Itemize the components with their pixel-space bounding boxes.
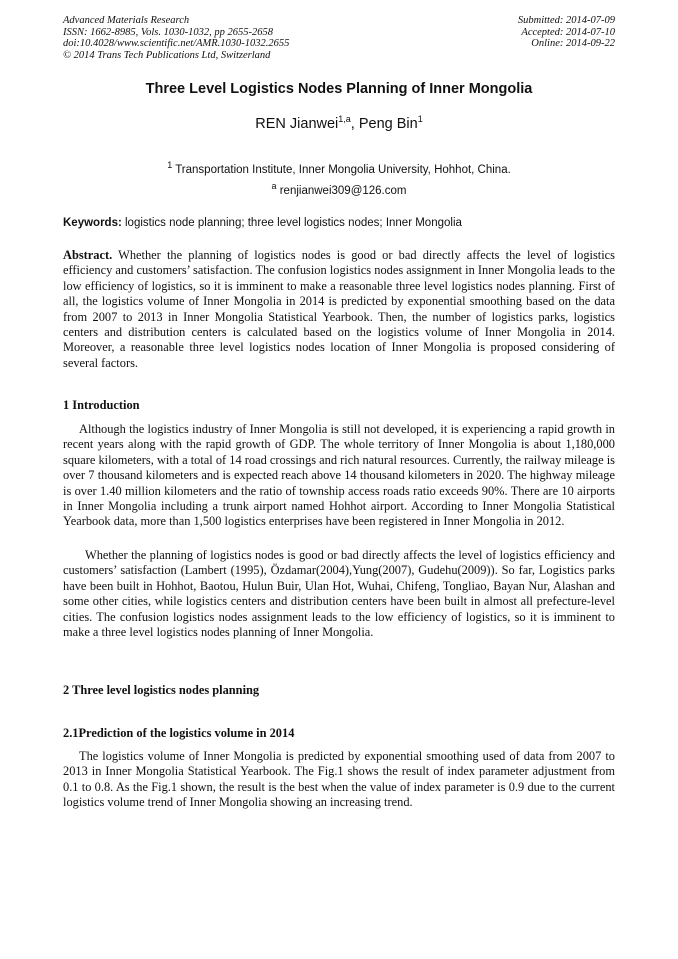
accepted-date: Accepted: 2014-07-10 <box>521 26 615 38</box>
keywords-line <box>63 217 615 229</box>
online-date: Online: 2014-09-22 <box>531 38 615 49</box>
introduction-paragraph-2: Whether the planning of logistics nodes is good or bad directly affects the level of logistics efficiency and customers’ satisfaction (Lambert (1995), Özdamar(2004),Yung(2007), Gudehu(2009)). So far, Logistics parks have been built in Hohhot, Baotou, Hulun Buir, Ulan Hot, Wuhai, Chifeng, Tongliao, Bayan Nur, Alashan and some other cities, while logistics centers and distribution centers have been built in almost all prefecture-level cities. The confusion logistics nodes assignment leads to the low efficiency of logistics, so it is imminent to make a three level logistics nodes planning of Inner Mongolia. <box>63 548 615 640</box>
issn-line: ISSN: 1662-8985, Vols. 1030-1032, pp 2655-2658 <box>63 26 273 38</box>
section-heading-planning: 2 Three level logistics nodes planning <box>63 683 260 697</box>
prediction-paragraph: The logistics volume of Inner Mongolia is predicted by exponential smoothing used of data from 2007 to 2013 in Inner Mongolia Statistical Yearbook. The Fig.1 shows the result of index parameter adjustment from 0.1 to 0.8. As the Fig.1 shown, the result is the best when the value of index parameter is 0.9 due to the current logistics volume trend of Inner Mongolia showing an increasing trend. <box>63 749 615 810</box>
email-line <box>0 181 678 197</box>
submitted-date: Submitted: 2014-07-09 <box>517 15 615 26</box>
journal-info <box>63 15 289 61</box>
abstract-label: Abstract. <box>63 248 113 262</box>
author-separator: , <box>350 115 359 132</box>
author-1-affiliation-mark: 1,a <box>338 114 351 124</box>
publication-dates <box>518 15 615 50</box>
section-heading-introduction: 1 Introduction <box>63 398 140 412</box>
author-email: renjianwei309@126.com <box>276 184 407 197</box>
copyright-line: © 2014 Trans Tech Publications Ltd, Switzerland <box>63 49 271 61</box>
subsection-heading-prediction: 2.1Prediction of the logistics volume in 2014 <box>63 726 295 740</box>
author-1-name: REN Jianwei <box>255 115 339 132</box>
doi-line: doi:10.4028/www.scientific.net/AMR.1030-1032.2655 <box>63 38 290 49</box>
email-mark: a <box>271 181 277 191</box>
affiliation-mark: 1 <box>167 160 173 170</box>
author-2-affiliation-mark: 1 <box>417 114 423 124</box>
affiliation-text: Transportation Institute, Inner Mongolia University, Hohhot, China. <box>172 163 511 176</box>
abstract-paragraph <box>63 248 615 371</box>
abstract-text: Whether the planning of logistics nodes is good or bad directly affects the level of logistics efficiency and customers’ satisfaction. The confusion logistics nodes assignment in Inner Mongolia leads to the low efficiency of logistics, so it is imminent to make a reasonable three level logistics nodes planning. First of all, the logistics volume of Inner Mongolia in 2014 is predicted by exponential smoothing based on the data from 2007 to 2013 in Inner Mongolia Statistical Yearbook. Then, the number of logistics parks, logistics centers and distribution centers is calculated based on the logistics volume of Inner Mongolia in 2014. Moreover, a reasonable three level logistics nodes location of Inner Mongolia is proposed considering of several factors. <box>63 248 615 370</box>
paper-title: Three Level Logistics Nodes Planning of Inner Mongolia <box>145 81 533 97</box>
introduction-paragraph-1: Although the logistics industry of Inner Mongolia is still not developed, it is experiencing a rapid growth in recent years along with the rapid growth of GDP. The whole territory of Inner Mongolia is about 1,180,000 square kilometers, with a total of 14 road crossings and rich natural resources. Currently, the railway mileage is over 7 thousand kilometers and is expected reach above 14 thousand kilometers in 2020. The highway mileage is over 1.40 million kilometers and the ratio of township access roads ratio exceeds 90%. There are 10 airports in Inner Mongolia including a trunk airport named Hohhot airport. According to Inner Mongolia Statistical Yearbook data, more than 1,500 logistics enterprises have been registered in Inner Mongolia in 2012. <box>63 422 615 529</box>
keywords-text: logistics node planning; three level logistics nodes; Inner Mongolia <box>121 217 462 229</box>
author-line <box>0 114 678 132</box>
affiliation-line <box>0 160 678 176</box>
author-2-name: Peng Bin <box>358 115 418 132</box>
keywords-label: Keywords: <box>63 217 122 229</box>
journal-name: Advanced Materials Research <box>63 15 190 26</box>
